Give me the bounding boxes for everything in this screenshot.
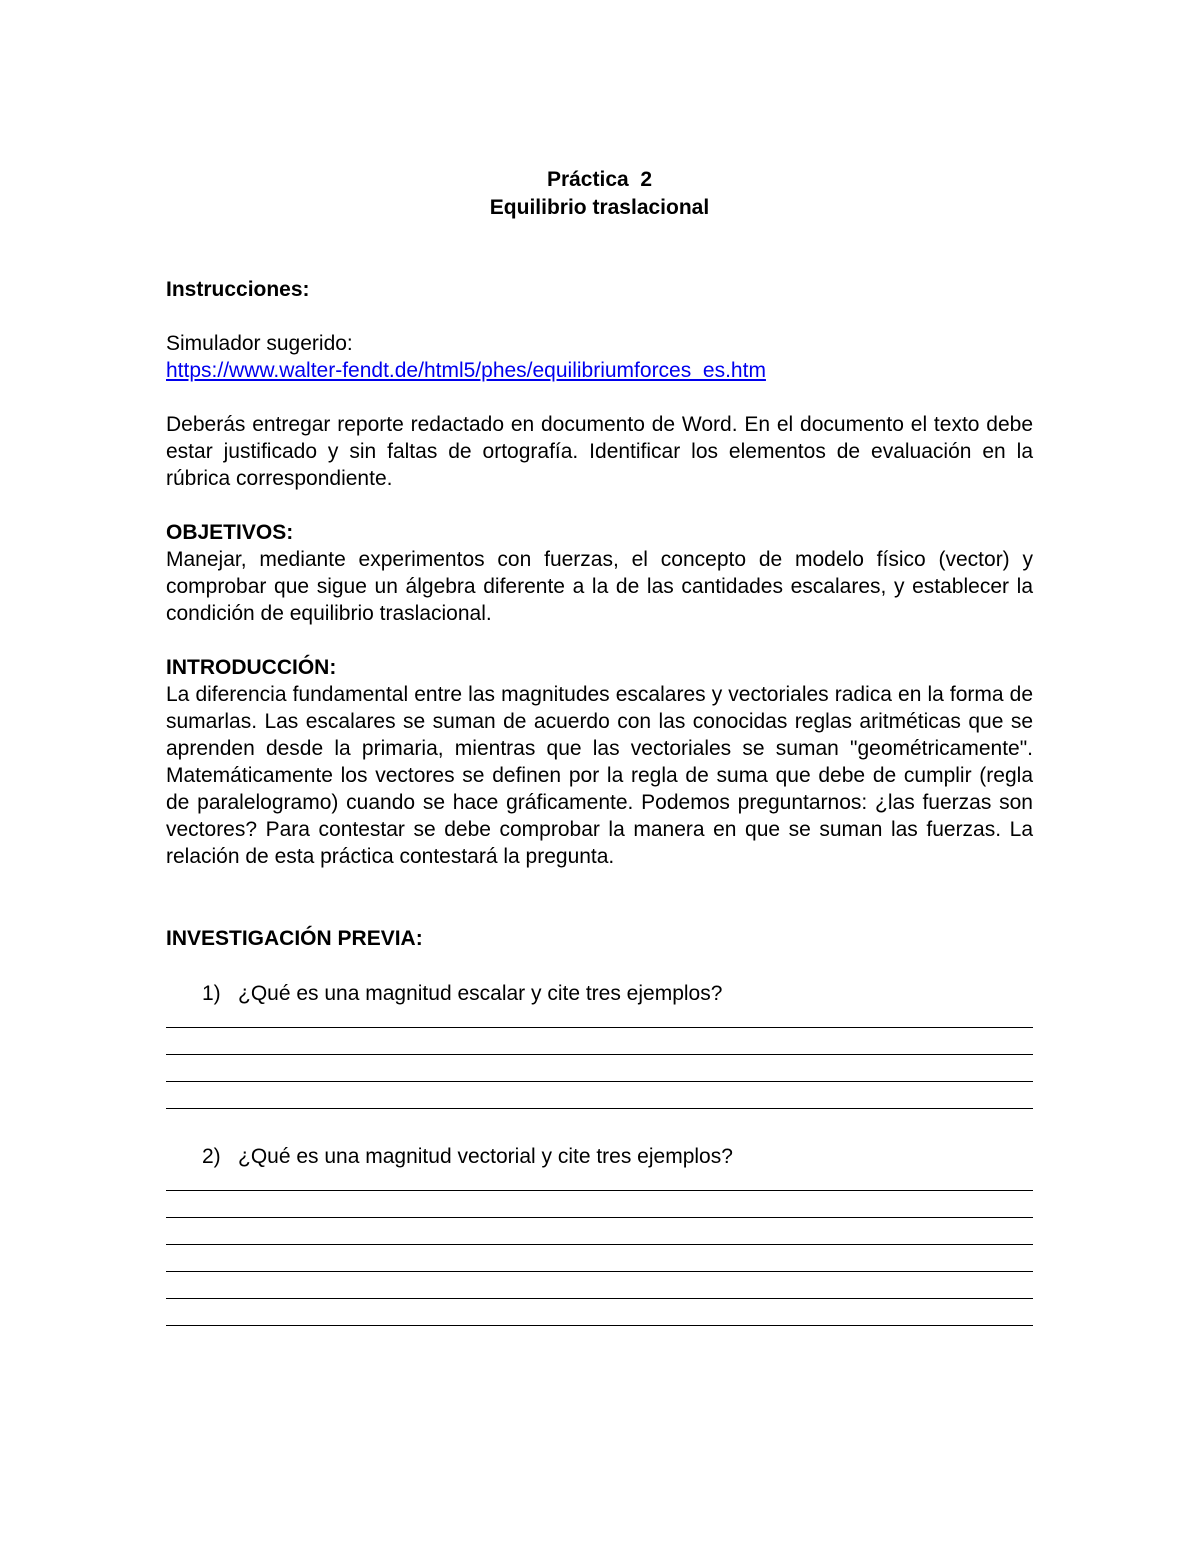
answer-line[interactable]	[166, 1251, 1033, 1278]
simulator-link[interactable]: https://www.walter-fendt.de/html5/phes/equilibriumforces_es.htm	[166, 359, 766, 382]
answer-line[interactable]	[166, 1197, 1033, 1224]
question-1-number: 1)	[202, 982, 221, 1005]
page-title: Práctica 2	[546, 168, 653, 191]
answer-line[interactable]	[166, 1034, 1033, 1061]
simulator-link-row	[166, 357, 1033, 384]
answer-line[interactable]	[166, 1224, 1033, 1251]
answer-line[interactable]	[166, 1278, 1033, 1305]
answer-line[interactable]	[166, 1305, 1033, 1332]
page-subtitle: Equilibrio traslacional	[489, 196, 710, 219]
simulator-label: Simulador sugerido:	[166, 332, 353, 355]
question-1	[202, 980, 1033, 1007]
title-block	[166, 166, 1033, 222]
introduction-text: La diferencia fundamental entre las magnitudes escalares y vectoriales radica en la forma de sumarlas. Las escalares se suman de acuerdo con las conocidas reglas aritméticas que se aprenden desde la primaria, mientras que las vectoriales se suman "geométricamente". Matemáticamente los vectores se definen por la regla de suma que debe de cumplir (regla de paralelogramo) cuando se hace gráficamente. Podemos preguntarnos: ¿las fuerzas son vectores? Para contestar se debe comprobar la manera en que se suman las fuerzas. La relación de esta práctica contestará la pregunta.	[166, 683, 1033, 868]
answer-lines-2	[166, 1170, 1033, 1332]
introduction-heading: INTRODUCCIÓN:	[166, 656, 337, 679]
answer-line[interactable]	[166, 1061, 1033, 1088]
research-heading: INVESTIGACIÓN PREVIA:	[166, 927, 423, 950]
question-2	[202, 1143, 1033, 1170]
answer-line[interactable]	[166, 1088, 1033, 1115]
question-2-number: 2)	[202, 1145, 221, 1168]
answer-line[interactable]	[166, 1007, 1033, 1034]
objectives-heading: OBJETIVOS:	[166, 521, 294, 544]
question-2-text: ¿Qué es una magnitud vectorial y cite tres ejemplos?	[238, 1145, 733, 1168]
instructions-heading: Instrucciones:	[166, 278, 310, 301]
question-1-text: ¿Qué es una magnitud escalar y cite tres ejemplos?	[238, 982, 723, 1005]
objectives-text: Manejar, mediante experimentos con fuerzas, el concepto de modelo físico (vector) y comprobar que sigue un álgebra diferente a la de las cantidades escalares, y establecer la condición de equilibrio traslacional.	[166, 548, 1033, 625]
instructions-paragraph: Deberás entregar reporte redactado en documento de Word. En el documento el texto debe estar justificado y sin faltas de ortografía. Identificar los elementos de evaluación en la rúbrica correspondiente.	[166, 413, 1033, 490]
answer-line[interactable]	[166, 1170, 1033, 1197]
answer-lines-1	[166, 1007, 1033, 1115]
